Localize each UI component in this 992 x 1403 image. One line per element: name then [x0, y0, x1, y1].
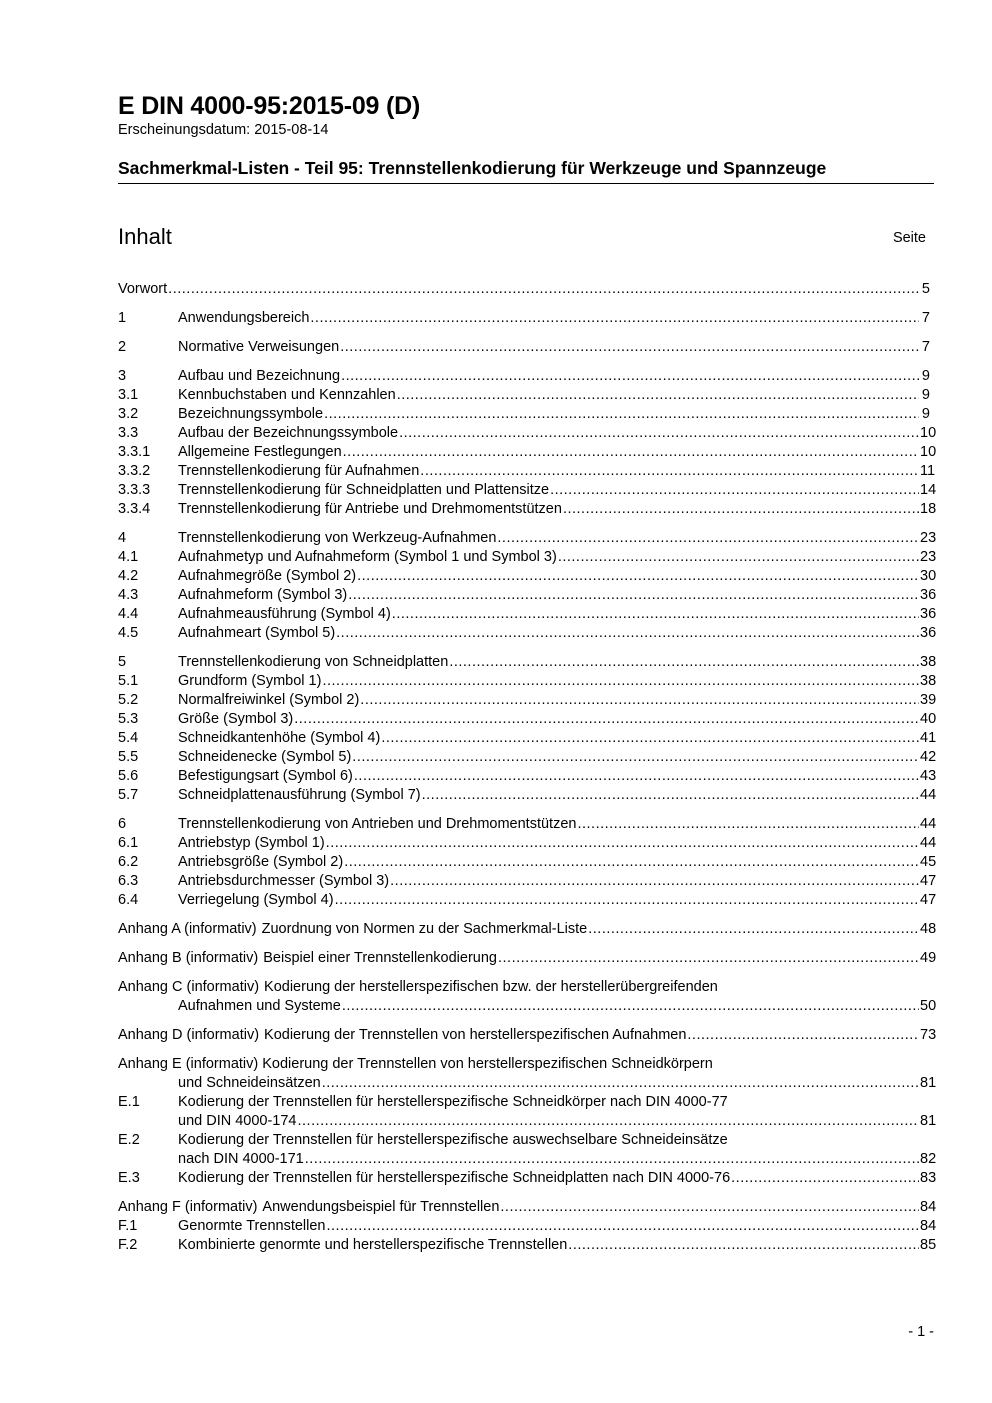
- toc-dot-leader: [322, 672, 919, 691]
- toc-entry[interactable]: [118, 309, 930, 328]
- toc-entry[interactable]: [118, 1055, 930, 1074]
- page-number: - 1 -: [908, 1324, 934, 1340]
- toc-entry[interactable]: [118, 710, 937, 729]
- toc-entry-title: Aufbau der Bezeichnungssymbole: [178, 425, 399, 441]
- toc-entry-number: 3.3: [118, 425, 139, 441]
- toc-entry[interactable]: [118, 586, 937, 605]
- toc-entry-page: 44: [920, 835, 937, 851]
- toc-dot-leader: [360, 691, 919, 710]
- toc-entry-page: 10: [920, 425, 937, 441]
- toc-dot-leader: [335, 891, 919, 910]
- toc-entry-title: Antriebstyp (Symbol 1): [178, 835, 325, 851]
- toc-entry-page: 84: [920, 1218, 937, 1234]
- toc-entry[interactable]: [118, 729, 937, 748]
- toc-entry-number: 4: [118, 530, 127, 546]
- toc-dot-leader: [357, 567, 919, 586]
- toc-entry-title: Trennstellenkodierung für Schneidplatten und Plattensitze: [178, 482, 550, 498]
- toc-entry-number: 3.2: [118, 406, 139, 422]
- toc-entry[interactable]: [118, 949, 937, 968]
- toc-entry-number: 3.3.3: [118, 482, 151, 498]
- toc-dot-leader: [322, 1074, 919, 1093]
- toc-dot-leader: [352, 748, 919, 767]
- toc-entry-page: 83: [920, 1170, 937, 1186]
- toc-entry[interactable]: [118, 786, 937, 805]
- toc-dot-leader: [422, 786, 919, 805]
- toc-entry-title: Trennstellenkodierung für Antriebe und Drehmomentstützen: [178, 501, 562, 517]
- toc-entry[interactable]: [118, 567, 937, 586]
- toc-dot-leader: [298, 1112, 920, 1131]
- page-column-label: Seite: [892, 230, 926, 246]
- toc-dot-leader: [568, 1236, 919, 1255]
- toc-entry-page: 30: [920, 568, 937, 584]
- toc-entry-title: Kodierung der Trennstellen für herstellerspezifische auswechselbare Schneideinsätze: [178, 1132, 728, 1148]
- toc-entry-title: Antriebsgröße (Symbol 2): [178, 854, 344, 870]
- toc-entry-title: Allgemeine Festlegungen: [178, 444, 342, 460]
- toc-entry[interactable]: [118, 481, 937, 500]
- toc-entry-number: 5.6: [118, 768, 139, 784]
- table-of-contents: [118, 280, 937, 1255]
- toc-entry-page: 85: [920, 1237, 937, 1253]
- toc-dot-leader: [588, 920, 919, 939]
- toc-dot-leader: [310, 309, 919, 328]
- toc-dot-leader: [420, 462, 919, 481]
- toc-entry-number: Anhang D (informativ): [118, 1027, 260, 1043]
- toc-dot-leader: [497, 529, 919, 548]
- toc-entry-number: Anhang F (informativ): [118, 1199, 258, 1215]
- toc-entry-page: 36: [920, 625, 937, 641]
- toc-entry-title: Kodierung der Trennstellen für herstellerspezifische Schneidplatten nach DIN 4000-76: [178, 1170, 731, 1186]
- toc-entry-page: 81: [920, 1075, 937, 1091]
- toc-entry-page: 14: [920, 482, 937, 498]
- toc-dot-leader: [354, 767, 919, 786]
- toc-entry[interactable]: [118, 500, 937, 519]
- toc-entry-title: Kodierung der Trennstellen von herstellerspezifischen Schneidkörpern: [262, 1056, 713, 1072]
- toc-entry[interactable]: [118, 853, 937, 872]
- toc-entry-number: 4.4: [118, 606, 139, 622]
- toc-entry-number: 6.2: [118, 854, 139, 870]
- toc-entry-title-continuation: nach DIN 4000-171: [178, 1151, 304, 1167]
- toc-entry-page: 40: [920, 711, 937, 727]
- toc-entry-title: Aufnahmegröße (Symbol 2): [178, 568, 357, 584]
- toc-entry-page: 41: [920, 730, 937, 746]
- toc-dot-leader: [327, 1217, 920, 1236]
- toc-entry[interactable]: [118, 386, 930, 405]
- toc-dot-leader: [348, 586, 919, 605]
- toc-entry-title: Schneidplattenausführung (Symbol 7): [178, 787, 421, 803]
- toc-entry-title: Antriebsdurchmesser (Symbol 3): [178, 873, 390, 889]
- toc-entry-page: 7: [921, 339, 930, 355]
- toc-entry[interactable]: [118, 1131, 930, 1150]
- toc-dot-leader: [558, 548, 919, 567]
- toc-entry-page: 81: [920, 1113, 937, 1129]
- subtitle-divider: [118, 183, 934, 184]
- toc-entry-title: Zuordnung von Normen zu der Sachmerkmal-Liste: [261, 921, 588, 937]
- toc-dot-leader: [340, 338, 919, 357]
- toc-entry-title: Bezeichnungssymbole: [178, 406, 324, 422]
- toc-entry[interactable]: [118, 815, 937, 834]
- toc-entry-title: Schneidenecke (Symbol 5): [178, 749, 352, 765]
- toc-entry-number: F.2: [118, 1237, 138, 1253]
- toc-entry[interactable]: [118, 443, 937, 462]
- toc-entry-title: Verriegelung (Symbol 4): [178, 892, 334, 908]
- toc-entry[interactable]: [118, 767, 937, 786]
- toc-entry-continuation-line[interactable]: [118, 1112, 937, 1131]
- toc-entry-page: 43: [920, 768, 937, 784]
- toc-dot-leader: [563, 500, 919, 519]
- toc-entry-page: 45: [920, 854, 937, 870]
- toc-entry-title: Kodierung der herstellerspezifischen bzw. der herstellerübergreifenden: [264, 979, 718, 995]
- toc-entry-page: 38: [920, 654, 937, 670]
- toc-entry-title: Grundform (Symbol 1): [178, 673, 322, 689]
- toc-entry-number: 6.4: [118, 892, 139, 908]
- toc-entry-page: 82: [920, 1151, 937, 1167]
- toc-entry[interactable]: [118, 367, 930, 386]
- toc-entry-number: 5.2: [118, 692, 139, 708]
- toc-dot-leader: [294, 710, 919, 729]
- toc-entry-number: E.1: [118, 1094, 140, 1110]
- toc-entry-title: Kombinierte genormte und herstellerspezifische Trennstellen: [178, 1237, 568, 1253]
- publication-date: Erscheinungsdatum: 2015-08-14: [118, 122, 329, 138]
- toc-entry[interactable]: [118, 462, 936, 481]
- toc-entry-number: 4.2: [118, 568, 139, 584]
- toc-entry[interactable]: [118, 548, 937, 567]
- toc-entry-title: Aufnahmetyp und Aufnahmeform (Symbol 1 und Symbol 3): [178, 549, 557, 565]
- toc-dot-leader: [305, 1150, 919, 1169]
- toc-entry-continuation-line[interactable]: [118, 1074, 937, 1093]
- toc-entry-number: 5.4: [118, 730, 139, 746]
- toc-entry[interactable]: [118, 1093, 930, 1112]
- toc-entry-title: Trennstellenkodierung von Werkzeug-Aufnahmen: [178, 530, 497, 546]
- toc-dot-leader: [342, 997, 919, 1016]
- toc-entry[interactable]: [118, 1198, 937, 1217]
- toc-entry-number: 5.7: [118, 787, 139, 803]
- toc-entry[interactable]: [118, 405, 930, 424]
- toc-entry[interactable]: [118, 424, 937, 443]
- toc-entry[interactable]: [118, 338, 930, 357]
- toc-entry[interactable]: [118, 529, 937, 548]
- toc-dot-leader: [343, 443, 919, 462]
- toc-entry-number: 6: [118, 816, 127, 832]
- toc-entry-number: Anhang E (informativ): [118, 1056, 259, 1072]
- toc-entry[interactable]: [118, 1026, 937, 1045]
- toc-entry-title: Aufnahmeausführung (Symbol 4): [178, 606, 391, 622]
- document-subtitle: Sachmerkmal-Listen - Teil 95: Trennstellenkodierung für Werkzeuge und Spannzeuge: [118, 158, 827, 178]
- toc-entry-page: 38: [920, 673, 937, 689]
- toc-entry-number: 5.1: [118, 673, 139, 689]
- toc-entry-number: 3.1: [118, 387, 139, 403]
- toc-entry-title: Normalfreiwinkel (Symbol 2): [178, 692, 360, 708]
- toc-dot-leader: [392, 605, 919, 624]
- toc-entry-page: 23: [920, 530, 937, 546]
- toc-entry-page: 18: [920, 501, 937, 517]
- toc-entry-page: 49: [920, 950, 937, 966]
- toc-entry-page: 23: [920, 549, 937, 565]
- toc-entry[interactable]: [118, 834, 937, 853]
- toc-entry-number: 5: [118, 654, 127, 670]
- toc-entry-number: 5.3: [118, 711, 139, 727]
- toc-entry-continuation-line[interactable]: [118, 1150, 937, 1169]
- toc-entry[interactable]: [118, 891, 937, 910]
- toc-entry[interactable]: [118, 691, 937, 710]
- toc-dot-leader: [577, 815, 919, 834]
- toc-entry-number: 4.1: [118, 549, 139, 565]
- toc-entry[interactable]: [118, 653, 937, 672]
- toc-entry-page: 47: [920, 892, 937, 908]
- toc-dot-leader: [687, 1026, 919, 1045]
- toc-entry-number: Anhang B (informativ): [118, 950, 259, 966]
- toc-entry-page: 84: [920, 1199, 937, 1215]
- toc-entry[interactable]: [118, 605, 937, 624]
- document-id: E DIN 4000-95:2015-09 (D): [118, 92, 421, 120]
- toc-dot-leader: [390, 872, 919, 891]
- toc-entry-title: Kodierung der Trennstellen von herstellerspezifischen Aufnahmen: [264, 1027, 687, 1043]
- toc-entry-number: 5.5: [118, 749, 139, 765]
- toc-entry-title: Aufnahmeart (Symbol 5): [178, 625, 336, 641]
- toc-entry-page: 44: [920, 816, 937, 832]
- toc-entry-page: 50: [920, 998, 937, 1014]
- toc-entry-page: 47: [920, 873, 937, 889]
- toc-entry-title: Aufnahmeform (Symbol 3): [178, 587, 348, 603]
- toc-entry-page: 48: [920, 921, 937, 937]
- toc-entry-number: 3: [118, 368, 127, 384]
- toc-entry-page: 36: [920, 587, 937, 603]
- toc-entry-page: 39: [920, 692, 937, 708]
- toc-entry-title: Schneidkantenhöhe (Symbol 4): [178, 730, 381, 746]
- toc-entry-page: 36: [920, 606, 937, 622]
- toc-entry-page: 11: [920, 463, 936, 479]
- toc-entry-title-continuation: und DIN 4000-174: [178, 1113, 297, 1129]
- toc-dot-leader: [498, 949, 919, 968]
- toc-entry[interactable]: [118, 1217, 937, 1236]
- toc-entry-number: Anhang C (informativ): [118, 979, 260, 995]
- toc-entry-title: Größe (Symbol 3): [178, 711, 294, 727]
- toc-dot-leader: [326, 834, 919, 853]
- toc-entry[interactable]: [118, 672, 937, 691]
- toc-entry-title-continuation: und Schneideinsätzen: [178, 1075, 321, 1091]
- toc-entry-title: Anwendungsbeispiel für Trennstellen: [262, 1199, 500, 1215]
- toc-entry-number: F.1: [118, 1218, 138, 1234]
- toc-entry-title: Kennbuchstaben und Kennzahlen: [178, 387, 396, 403]
- toc-entry[interactable]: [118, 624, 937, 643]
- toc-dot-leader: [397, 386, 919, 405]
- toc-dot-leader: [500, 1198, 919, 1217]
- toc-entry-number: E.3: [118, 1170, 140, 1186]
- toc-entry-number: 2: [118, 339, 127, 355]
- toc-entry-page: 10: [920, 444, 937, 460]
- toc-entry-title: Beispiel einer Trennstellenkodierung: [263, 950, 497, 966]
- toc-entry-number: Vorwort: [118, 281, 168, 297]
- toc-entry-number: 4.5: [118, 625, 139, 641]
- toc-heading: Inhalt: [118, 224, 172, 249]
- toc-entry-number: 3.3.2: [118, 463, 151, 479]
- toc-entry-number: 6.1: [118, 835, 139, 851]
- toc-dot-leader: [731, 1169, 919, 1188]
- toc-entry-page: 9: [921, 368, 930, 384]
- toc-entry-page: 73: [920, 1027, 937, 1043]
- toc-entry-title: Trennstellenkodierung von Antrieben und Drehmomentstützen: [178, 816, 577, 832]
- toc-dot-leader: [341, 367, 919, 386]
- toc-dot-leader: [381, 729, 919, 748]
- toc-entry-page: 9: [921, 387, 930, 403]
- toc-entry-number: 3.3.1: [118, 444, 151, 460]
- toc-dot-leader: [344, 853, 919, 872]
- toc-dot-leader: [449, 653, 919, 672]
- toc-dot-leader: [168, 280, 919, 299]
- toc-dot-leader: [336, 624, 919, 643]
- toc-entry-continuation-line[interactable]: [118, 997, 937, 1016]
- toc-entry-number: 6.3: [118, 873, 139, 889]
- toc-entry[interactable]: [118, 280, 930, 299]
- toc-entry-title-continuation: Aufnahmen und Systeme: [178, 998, 341, 1014]
- toc-entry-page: 42: [920, 749, 937, 765]
- toc-entry[interactable]: [118, 872, 937, 891]
- toc-entry-title: Aufbau und Bezeichnung: [178, 368, 341, 384]
- toc-entry-page: 9: [921, 406, 930, 422]
- toc-entry-title: Trennstellenkodierung von Schneidplatten: [178, 654, 449, 670]
- toc-entry-number: 1: [118, 310, 127, 326]
- toc-entry-page: 5: [921, 281, 930, 297]
- toc-dot-leader: [324, 405, 919, 424]
- toc-entry-title: Kodierung der Trennstellen für herstellerspezifische Schneidkörper nach DIN 4000-77: [178, 1094, 728, 1110]
- toc-entry[interactable]: [118, 920, 937, 939]
- toc-entry-number: 3.3.4: [118, 501, 151, 517]
- toc-entry-title: Genormte Trennstellen: [178, 1218, 326, 1234]
- toc-entry[interactable]: [118, 978, 930, 997]
- toc-entry-page: 7: [921, 310, 930, 326]
- toc-entry-title: Normative Verweisungen: [178, 339, 340, 355]
- toc-dot-leader: [399, 424, 919, 443]
- toc-entry-number: E.2: [118, 1132, 140, 1148]
- toc-entry[interactable]: [118, 748, 937, 767]
- toc-entry-title: Trennstellenkodierung für Aufnahmen: [178, 463, 420, 479]
- toc-dot-leader: [550, 481, 919, 500]
- toc-entry-title: Anwendungsbereich: [178, 310, 310, 326]
- toc-entry-page: 44: [920, 787, 937, 803]
- toc-entry-title: Befestigungsart (Symbol 6): [178, 768, 353, 784]
- toc-entry[interactable]: [118, 1169, 937, 1188]
- toc-entry[interactable]: [118, 1236, 937, 1255]
- toc-entry-number: Anhang A (informativ): [118, 921, 257, 937]
- toc-entry-number: 4.3: [118, 587, 139, 603]
